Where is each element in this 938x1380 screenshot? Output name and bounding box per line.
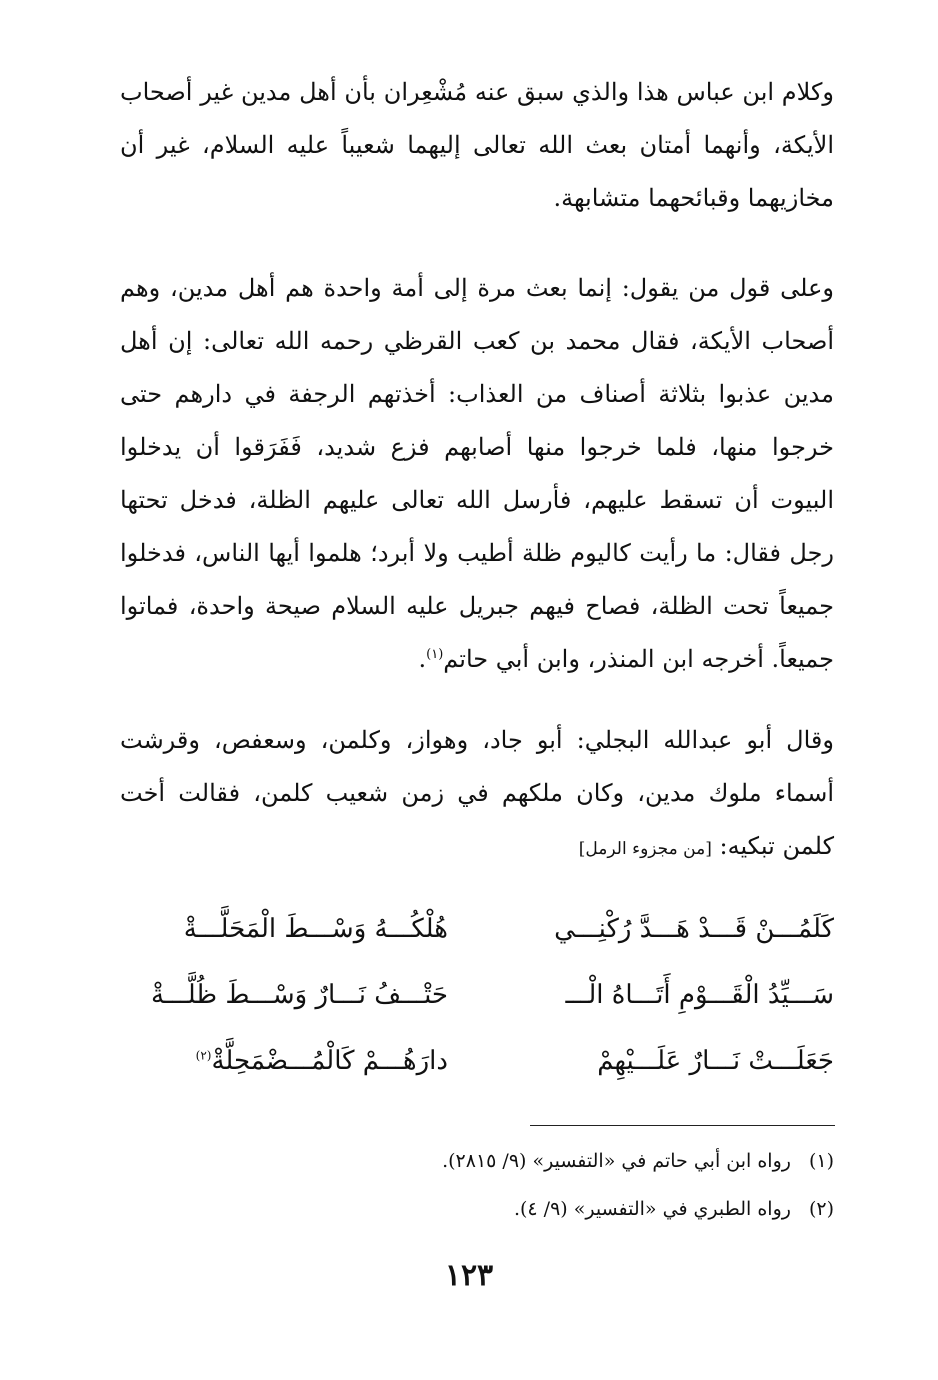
page-number: ١٢٣ — [444, 1258, 494, 1293]
footnote-1 — [234, 1146, 834, 1176]
verse-3-second-text: دارَهُـــمْ كَالْمُـــضْمَحِلَّةْ — [211, 1046, 448, 1076]
paragraph-2 — [120, 262, 834, 686]
footnote-ref-1[interactable]: (١) — [426, 647, 444, 662]
verse-1-second-hemistich: هُلْكُـــهُ وَسْـــطَ الْمَحَلَّـــةْ — [183, 914, 448, 944]
paragraph-3 — [120, 714, 834, 876]
footnote-1-number: (١) — [808, 1150, 834, 1172]
footnote-2-number: (٢) — [808, 1198, 834, 1220]
verse-3-second-hemistich — [118, 1046, 448, 1076]
paragraph-3-text: وقال أبو عبدالله البجلي: أبو جاد، وهواز، وكلمن، وسعفص، وقرشت أسماء ملوك مدين، وكان ملكهم في زمن شعيب كلمن، فقالت أخت كلمن تبكيه: — [120, 726, 834, 860]
verse-2-second-hemistich: حَتْـــفُ نَـــارٌ وَسْـــطَ ظُلَّـــةْ — [150, 980, 448, 1010]
verse-1-first-hemistich: كَلَمُـــنْ قَـــدْ هَـــدَّ رُكْنِـــي — [554, 914, 834, 944]
paragraph-2-end: . — [418, 645, 427, 673]
footnote-separator — [530, 1125, 835, 1126]
paragraph-2-text: وعلى قول من يقول: إنما بعث مرة إلى أمة واحدة هم أهل مدين، وهم أصحاب الأيكة، فقال محمد بن كعب القرظي رحمه الله تعالى: إن أهل مدين عذبوا بثلاثة أصناف من العذاب: أخذتهم الرجفة في دارهم حتى خرجوا منها، فلما خرجوا منها أصابهم فزع شديد، فَفَرَقوا أن يدخلوا البيوت أن تسقط عليهم، فأرسل الله تعالى عليهم الظلة، فدخل تحتها رجل فقال: ما رأيت كاليوم ظلة أطيب ولا أبرد؛ هلموا أيها الناس، فدخلوا جميعاً تحت الظلة، فصاح فيهم جبريل عليه السلام صيحة واحدة، فماتوا جميعاً. أخرجه ابن المنذر، وابن أبي حاتم — [120, 274, 834, 673]
verse-3-first-hemistich: جَعَلَـــتْ نَـــارٌ عَلَـــيْهِمْ — [597, 1046, 834, 1076]
verse-2-first-hemistich: سَـــيِّدُ الْقَـــوْمِ أَتَـــاهُ الْـــ — [565, 980, 834, 1010]
footnote-1-text: رواه ابن أبي حاتم في «التفسير» (٩/ ٢٨١٥). — [442, 1150, 791, 1172]
meter-label: [من مجزوء الرمل] — [578, 839, 712, 859]
footnote-2 — [234, 1194, 834, 1224]
footnote-ref-2[interactable]: (٢) — [195, 1048, 212, 1063]
footnote-2-text: رواه الطبري في «التفسير» (٩/ ٤). — [513, 1198, 791, 1220]
paragraph-1: وكلام ابن عباس هذا والذي سبق عنه مُشْعِران بأن أهل مدين غير أصحاب الأيكة، وأنهما أمتان بعث الله تعالى إليهما شعيباً عليه السلام، غير أن مخازيهما وقبائحهما متشابهة. — [120, 78, 834, 212]
